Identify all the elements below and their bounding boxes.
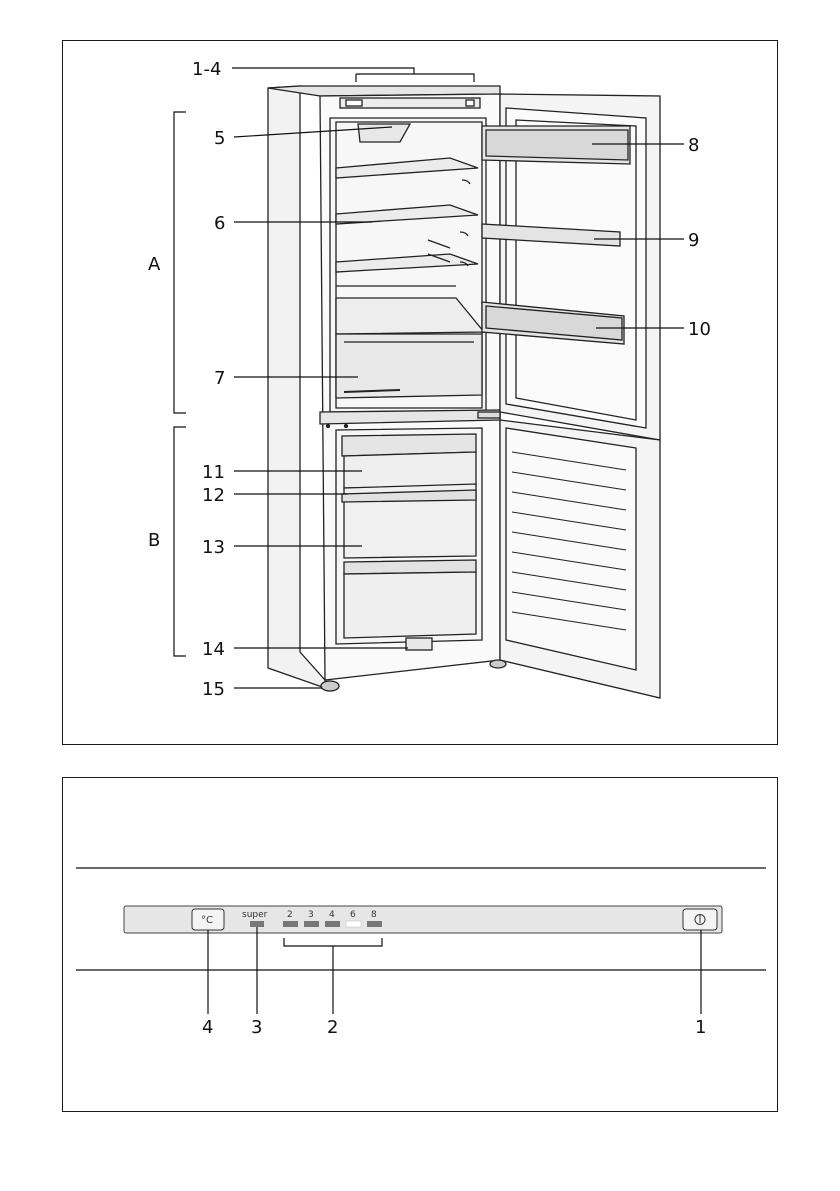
panel-callout-1: 1	[695, 1017, 707, 1038]
panel-callout-2: 2	[327, 1017, 339, 1038]
level-label-3: 3	[308, 910, 314, 920]
level-label-2: 2	[287, 910, 293, 920]
callout-1-4: 1-4	[192, 59, 222, 80]
callout-6: 6	[214, 213, 226, 234]
callout-11: 11	[202, 462, 225, 483]
level-indicator-4	[325, 921, 340, 927]
callout-15: 15	[202, 679, 225, 700]
level-label-8: 8	[371, 910, 377, 920]
callout-14: 14	[202, 639, 225, 660]
temperature-button-label: °C	[201, 915, 213, 926]
callout-13: 13	[202, 537, 225, 558]
super-label: super	[242, 910, 268, 920]
callout-9: 9	[688, 230, 700, 251]
level-label-4: 4	[329, 910, 335, 920]
callout-7: 7	[214, 368, 226, 389]
section-label-a: A	[148, 254, 161, 275]
callout-10: 10	[688, 319, 711, 340]
level-indicator-3	[304, 921, 319, 927]
callout-5: 5	[214, 128, 226, 149]
control-panel	[76, 868, 766, 970]
section-label-b: B	[148, 530, 161, 551]
fridge-illustration	[268, 86, 660, 698]
panel-callout-4: 4	[202, 1017, 214, 1038]
super-indicator	[250, 921, 264, 927]
level-label-6: 6	[350, 910, 356, 920]
callout-8: 8	[688, 135, 700, 156]
level-indicator-8	[367, 921, 382, 927]
level-indicator-6-active	[346, 921, 361, 927]
callout-12: 12	[202, 485, 225, 506]
panel-callout-3: 3	[251, 1017, 263, 1038]
level-indicator-2	[283, 921, 298, 927]
